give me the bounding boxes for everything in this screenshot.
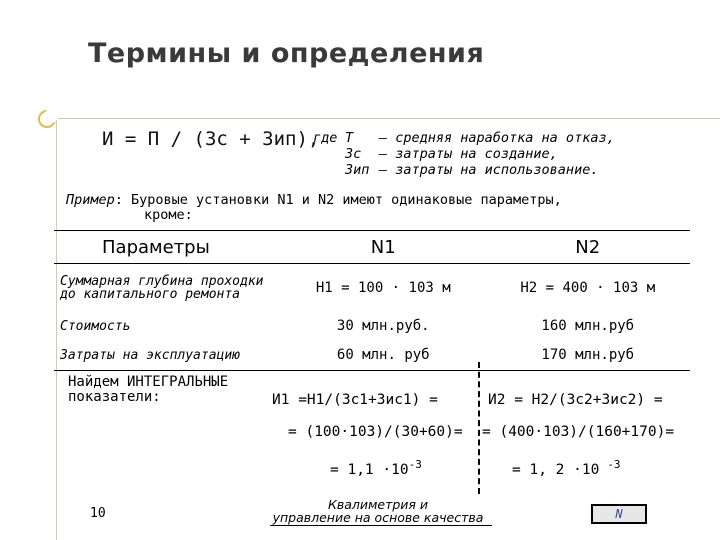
corner-ornament-icon	[36, 108, 58, 130]
calc-i1: = (100·103)/(30+60)=	[288, 424, 463, 440]
result-i2-exp: -3	[607, 458, 621, 471]
header-divider	[58, 118, 720, 119]
footer-rule	[270, 525, 492, 526]
parameters-table	[54, 230, 690, 371]
def-sym-zip: Зип	[345, 162, 370, 178]
row-param: Стоимость	[60, 318, 131, 334]
footer-line1: Квалиметрия и	[327, 497, 429, 512]
example-line2: кроме:	[144, 207, 193, 223]
def-sym-t: Т	[345, 130, 354, 146]
page-number: 10	[90, 506, 106, 521]
formula	[102, 128, 319, 150]
next-slide-button[interactable]: N	[591, 504, 647, 524]
def-text-zip: – затраты на использование.	[379, 162, 599, 178]
row-n2: 170 млн.руб	[486, 340, 691, 371]
row-n1: Н1 = 100 · 103 м	[315, 280, 451, 296]
def-text-zc: – затраты на создание,	[379, 146, 558, 162]
header-n1: N1	[281, 231, 486, 264]
example-text	[66, 193, 562, 223]
result-i1-base: = 1,1 ·10	[330, 461, 409, 478]
header-params: Параметры	[54, 231, 281, 264]
footer-line2: управление на основе качества	[272, 510, 484, 525]
page-title: Термины и определения	[88, 38, 485, 69]
example-label: Пример	[66, 192, 115, 208]
dashed-separator	[478, 362, 480, 494]
table-header-row	[54, 231, 690, 264]
formula-i2: И2 = Н2/(Зс2+Зис2) =	[488, 392, 663, 408]
row-n2: 160 млн.руб	[541, 318, 635, 334]
row-param: Суммарная глубина проходки до капитального ремонта	[60, 274, 264, 302]
table-row	[54, 264, 690, 313]
result-i1	[330, 458, 422, 478]
table-row	[54, 340, 690, 371]
def-sym-zc: Зс	[345, 146, 362, 162]
find-line1: Найдем ИНТЕГРАЛЬНЫЕ	[68, 374, 229, 390]
find-line2: показатели:	[68, 389, 161, 405]
row-n1: 60 млн. руб	[281, 340, 486, 371]
row-param: Затраты на эксплуатацию	[54, 340, 281, 371]
row-n2: Н2 = 400 · 103 м	[520, 280, 656, 296]
formula-main: И = П / (Зс + Зип),	[102, 128, 320, 150]
result-i2	[512, 458, 621, 478]
result-i1-exp: -3	[408, 458, 422, 471]
example-line1: : Буровые установки N1 и N2 имеют одинаковые параметры,	[114, 192, 562, 208]
find-label	[68, 375, 228, 405]
formula-i1: И1 =Н1/(Зс1+Зис1) =	[272, 392, 438, 408]
formula-where: где	[313, 130, 338, 146]
result-i2-base: = 1, 2 ·10	[512, 461, 600, 478]
table-row	[54, 312, 690, 340]
footer-caption	[262, 498, 494, 524]
calc-i2: = (400·103)/(160+170)=	[482, 424, 675, 440]
row-n1: 30 млн.руб.	[336, 318, 430, 334]
def-text-t: – средняя наработка на отказ,	[379, 130, 615, 146]
header-n2: N2	[486, 231, 691, 264]
